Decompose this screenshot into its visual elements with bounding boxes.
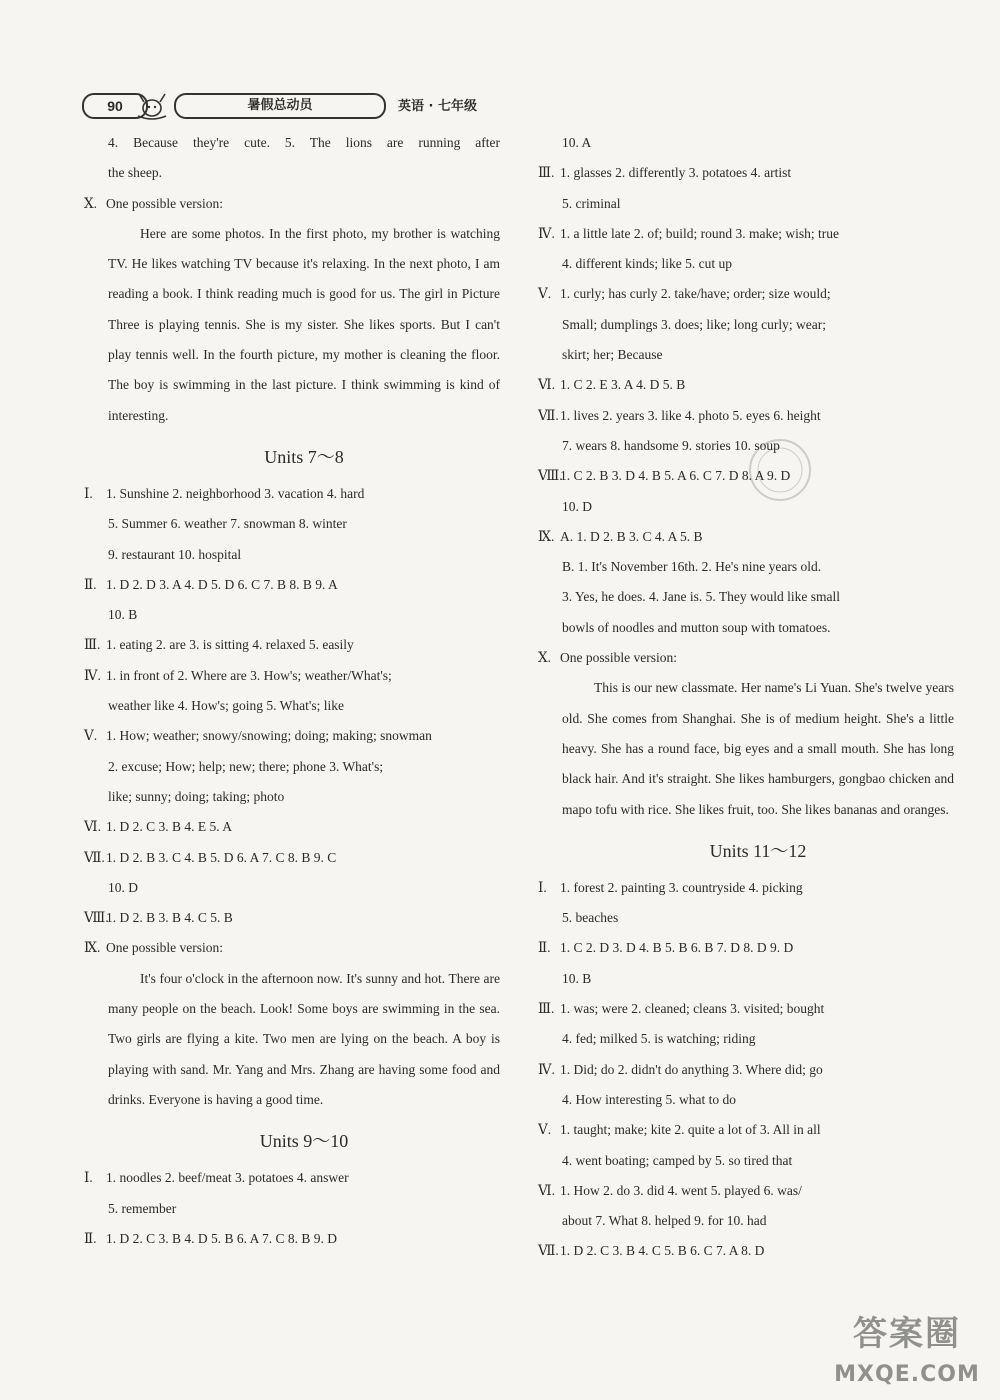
heading-units-11-12: Units 11～12 [709,840,807,861]
answer-text: 1. glasses 2. differently 3. potatoes 4. artist [560,165,792,181]
section-numeral: Ⅳ. [538,1061,555,1077]
answer-text: 1. Did; do 2. didn't do anything 3. Where did; go [560,1061,823,1077]
section-numeral: Ⅵ. [538,377,555,393]
answer-line [84,1163,500,1193]
section-numeral: Ⅰ. [538,879,547,895]
answer-line [538,1055,954,1085]
answer-line [84,570,500,600]
section-numeral: Ⅲ. [538,1001,555,1017]
answer-line [538,158,954,188]
essay-text: It's four o'clock in the afternoon now. It's sunny and hot. There are many people on the beach. Look! Some boys are swimming in the sea. Two girls are flying a kite. Two men are lying on the beach. A boy is playing with sand. Mr. Yang and Mrs. Zhang are having some food and drinks. Everyone is having a good time. [108,970,500,1107]
answer-text: 1. taught; make; kite 2. quite a lot of 3. All in all [560,1122,821,1138]
answer-line [84,812,500,842]
answer-text: 1. curly; has curly 2. take/have; order; size would; [560,286,831,302]
section-numeral: Ⅴ. [84,728,98,744]
answer-line: 10. D [562,498,592,514]
answer-line: 4. fed; milked 5. is watching; riding [562,1031,756,1047]
answer-line [84,903,500,933]
watermark-logo [822,1306,992,1392]
section-numeral: Ⅶ. [538,407,559,423]
answer-text: 1. lives 2. years 3. like 4. photo 5. eyes 6. height [560,407,821,423]
answer-line: the sheep. [108,165,162,181]
section-numeral: Ⅱ. [84,576,97,592]
answer-line [538,522,954,552]
section-numeral: Ⅸ. [84,940,101,956]
page-number: 90 [82,93,148,119]
answer-line: bowls of noodles and mutton soup with tomatoes. [562,619,831,635]
answer-line: weather like 4. How's; going 5. What's; like [108,698,344,714]
answer-text: 1. C 2. B 3. D 4. B 5. A 6. C 7. D 8. A 9. D [560,468,791,484]
answer-text: 1. C 2. E 3. A 4. D 5. B [560,377,686,393]
answer-text: 1. forest 2. painting 3. countryside 4. picking [560,879,803,895]
section-numeral: Ⅵ. [84,819,101,835]
section-numeral: Ⅴ. [538,1122,552,1138]
answer-text: 1. How; weather; snowy/snowing; doing; making; snowman [106,728,432,744]
answer-line: skirt; her; Because [562,347,663,363]
answer-line [84,721,500,751]
answer-line [84,630,500,660]
section-x [538,643,954,673]
answer-text: 1. D 2. B 3. C 4. B 5. D 6. A 7. C 8. B 9. C [106,849,337,865]
answer-line: 5. criminal [562,195,621,211]
answer-line: B. 1. It's November 16th. 2. He's nine years old. [562,559,822,575]
answer-line [538,219,954,249]
answer-line: 4. went boating; camped by 5. so tired that [562,1152,793,1168]
series-title: 暑假总动员 [174,93,386,119]
essay-photos [108,219,500,431]
answer-line: 4. Because they're cute. 5. The lions are running after [108,135,500,150]
answer-line: 5. beaches [562,910,619,926]
essay-beach [108,964,500,1115]
mascot-icon [134,90,170,120]
subject-grade: 英语 · 七年级 [398,99,477,114]
section-numeral: Ⅱ. [84,1230,97,1246]
answer-text: 1. eating 2. are 3. is sitting 4. relaxed 5. easily [106,637,354,653]
answer-line: 4. different kinds; like 5. cut up [562,256,732,272]
essay-classmate [562,673,954,824]
answer-line [538,1115,954,1145]
answer-text: 1. D 2. C 3. B 4. D 5. B 6. A 7. C 8. B 9. D [106,1230,338,1246]
left-column [84,128,500,1254]
section-numeral: Ⅰ. [84,485,93,501]
answer-text: 1. in front of 2. Where are 3. How's; weather/What's; [106,667,392,683]
answer-line: 10. D [108,879,138,895]
section-label: One possible version: [106,195,223,211]
answer-line: 10. A [562,135,592,150]
answer-line: 7. wears 8. handsome 9. stories 10. soup [562,437,780,453]
answer-text: 1. D 2. C 3. B 4. C 5. B 6. C 7. A 8. D [560,1243,765,1259]
section-numeral: Ⅳ. [84,667,101,683]
stamp-icon [740,430,850,510]
page-header [82,90,512,120]
answer-line [538,1176,954,1206]
section-numeral: Ⅷ. [538,468,563,484]
section-numeral: Ⅲ. [538,165,555,181]
section-ix [84,933,500,963]
essay-text: Here are some photos. In the first photo, my brother is watching TV. He likes watching TV because it's relaxing. In the next photo, I am reading a book. I think reading much is good for us. The girl in Picture Three is playing tennis. She is my sister. She likes sports. But I can't play tennis well. In the fourth picture, my mother is cleaning the floor. The boy is swimming in the last picture. I think swimming is kind of interesting. [108,225,500,423]
answer-line [84,1224,500,1254]
essay-text: This is our new classmate. Her name's Li Yuan. She's twelve years old. She comes from Shanghai. She is of medium height. She's a little heavy. She has a round face, big eyes and a small mouth. She has long black hair. And it's straight. She likes hamburgers, gongbao chicken and mapo tofu with rice. She likes fruit, too. She likes bananas and oranges. [562,680,954,817]
units-9-10-answers [84,1163,500,1254]
section-label: One possible version: [106,940,223,956]
units-11-12-answers [538,873,954,1267]
heading-units-7-8: Units 7～8 [264,446,344,467]
section-numeral: Ⅸ. [538,528,555,544]
section-numeral: Ⅳ. [538,225,555,241]
section-numeral: Ⅲ. [84,637,101,653]
answer-line: 10. B [562,970,592,986]
answer-line: 9. restaurant 10. hospital [108,546,242,562]
answer-text: 1. D 2. D 3. A 4. D 5. D 6. C 7. B 8. B 9. A [106,576,338,592]
answer-line [538,933,954,963]
answer-line [538,370,954,400]
section-numeral: Ⅶ. [84,849,105,865]
answer-line [538,1236,954,1266]
answer-line [84,661,500,691]
section-numeral: Ⅵ. [538,1182,555,1198]
answer-text: 1. a little late 2. of; build; round 3. make; wish; true [560,225,839,241]
answer-text: 1. C 2. D 3. D 4. B 5. B 6. B 7. D 8. D 9. D [560,940,794,956]
right-column [538,128,954,1267]
answer-text: 1. noodles 2. beef/meat 3. potatoes 4. answer [106,1170,349,1186]
answer-line [84,843,500,873]
section-numeral: Ⅹ. [84,195,97,211]
answer-text: 1. D 2. C 3. B 4. E 5. A [106,819,233,835]
answer-line: about 7. What 8. helped 9. for 10. had [562,1213,767,1229]
answer-line: 4. How interesting 5. what to do [562,1091,736,1107]
answer-line [538,994,954,1024]
answer-line: like; sunny; doing; taking; photo [108,788,285,804]
answer-text: 1. How 2. do 3. did 4. went 5. played 6. was/ [560,1182,802,1198]
section-numeral: Ⅱ. [538,940,551,956]
answer-line: 3. Yes, he does. 4. Jane is. 5. They would like small [562,589,840,605]
answer-line [84,479,500,509]
section-numeral: Ⅷ. [84,910,109,926]
units-9-10-answers-cont [538,158,954,643]
section-numeral: Ⅶ. [538,1243,559,1259]
answer-text: 1. D 2. B 3. B 4. C 5. B [106,910,233,926]
answer-line: 5. remember [108,1200,177,1216]
section-label: One possible version: [560,650,677,666]
section-x [84,189,500,219]
answer-line [538,873,954,903]
answer-line: 2. excuse; How; help; new; there; phone 3. What's; [108,758,384,774]
answer-line: 5. Summer 6. weather 7. snowman 8. winter [108,516,347,532]
answer-text: 1. was; were 2. cleaned; cleans 3. visited; bought [560,1001,825,1017]
answer-line [538,401,954,431]
answer-line: 10. B [108,607,138,623]
units-7-8-answers [84,479,500,933]
answer-line: Small; dumplings 3. does; like; long curly; wear; [562,316,826,332]
section-numeral: Ⅴ. [538,286,552,302]
heading-units-9-10: Units 9～10 [259,1131,349,1152]
section-numeral: Ⅰ. [84,1170,93,1186]
answer-line [538,279,954,309]
section-numeral: Ⅹ. [538,650,551,666]
answer-text: A. 1. D 2. B 3. C 4. A 5. B [560,528,703,544]
answer-text: 1. Sunshine 2. neighborhood 3. vacation 4. hard [106,485,365,501]
watermark-logo-text: 答案圈 [853,1314,961,1354]
watermark-url: MXQE.COM [834,1362,980,1387]
